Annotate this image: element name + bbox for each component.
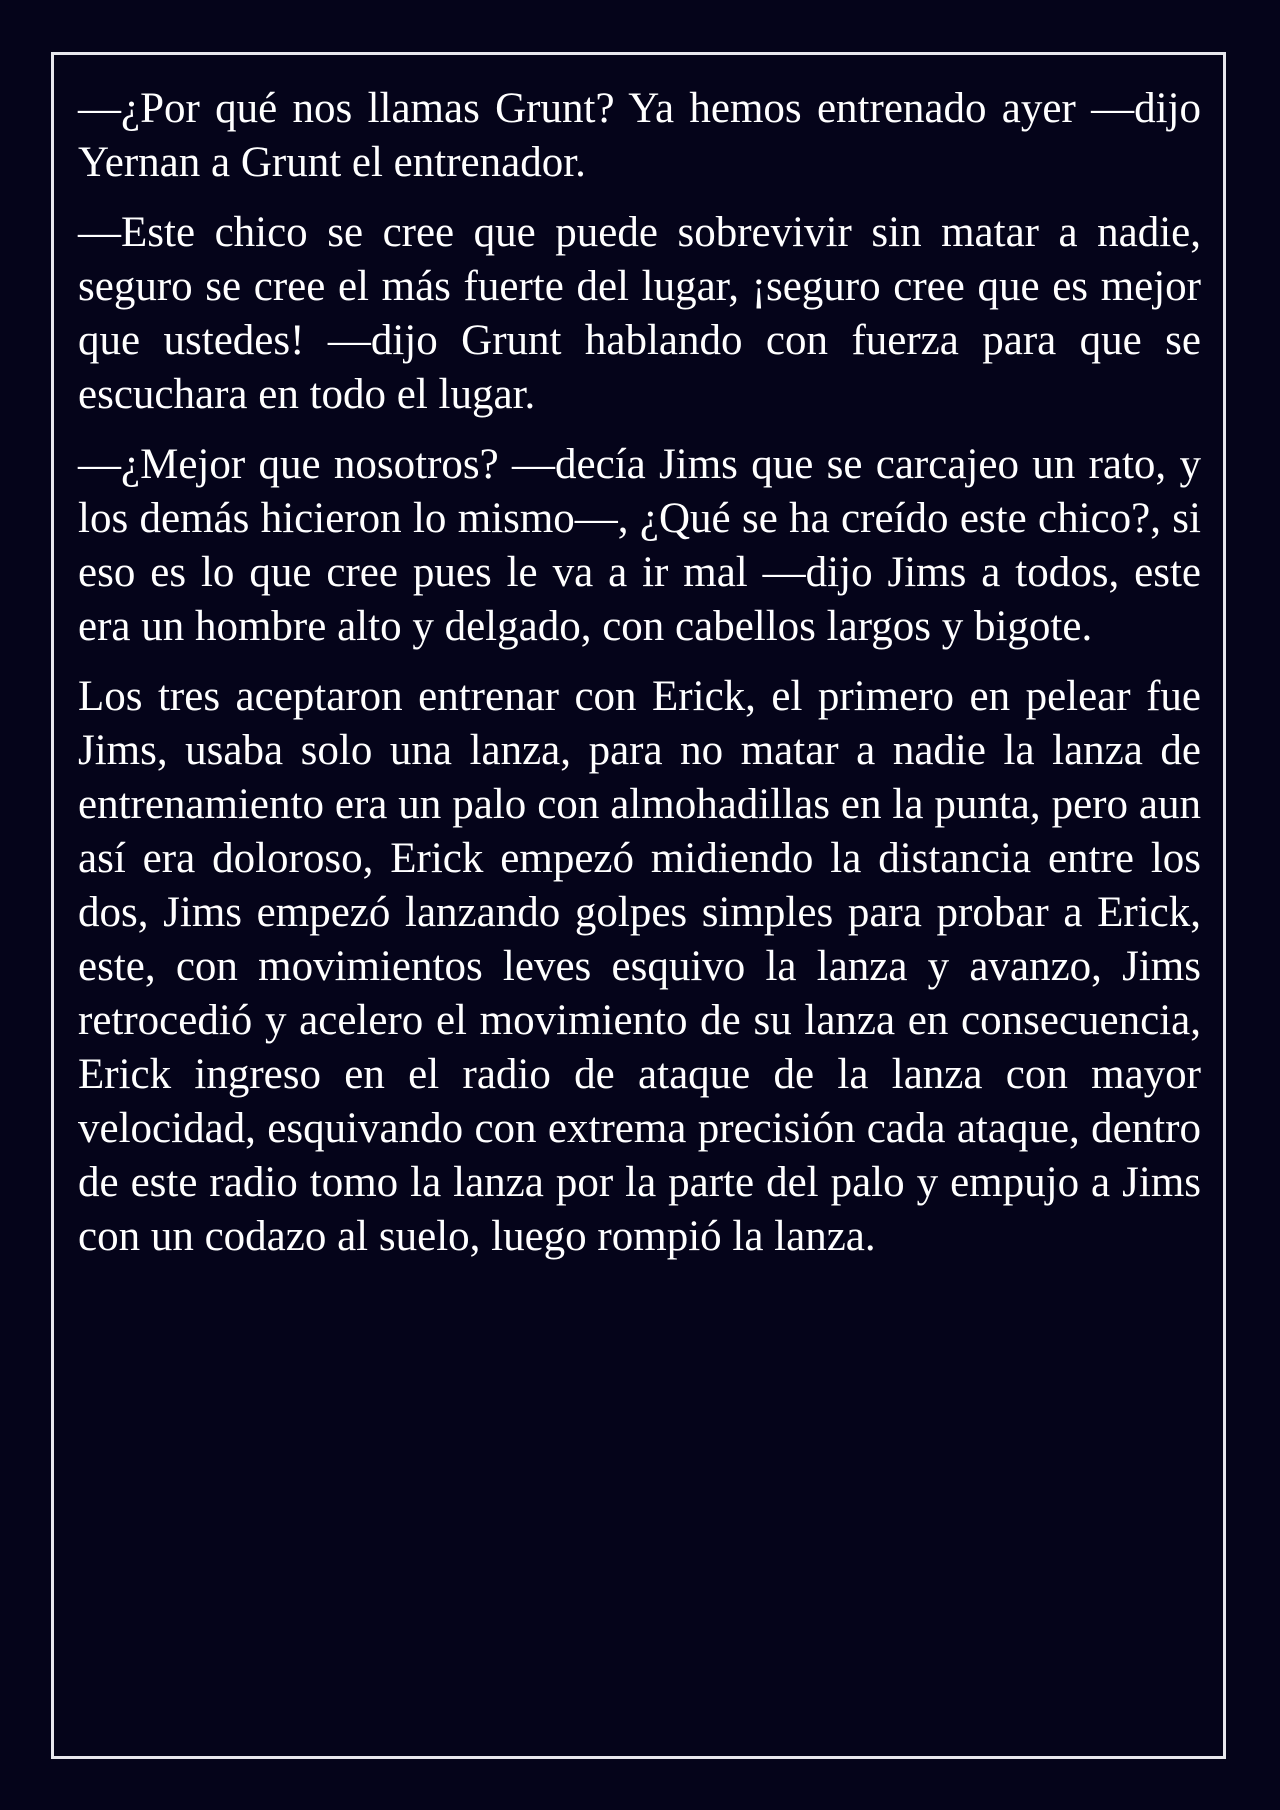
paragraph-3: —¿Mejor que nosotros? —decía Jims que se carcajeo un rato, y los demás hicieron lo mismo—, ¿Qué se ha creído este chico?, si eso es lo que cree pues le va a ir mal —dijo Jims a todos, este era un hombre alto y delgado, con cabellos largos y bigote.: [78, 441, 1201, 650]
paragraph-1: —¿Por qué nos llamas Grunt? Ya hemos entrenado ayer —dijo Yernan a Grunt el entrenador.: [78, 85, 1201, 186]
paragraph-4: Los tres aceptaron entrenar con Erick, el primero en pelear fue Jims, usaba solo una lanza, para no matar a nadie la lanza de entrenamiento era un palo con almohadillas en la punta, pero aun así era doloroso, Erick empezó midiendo la distancia entre los dos, Jims empezó lanzando golpes simples para probar a Erick, este, con movimientos leves esquivo la lanza y avanzo, Jims retrocedió y acelero el movimiento de su lanza en consecuencia, Erick ingreso en el radio de ataque de la lanza con mayor velocidad, esquivando con extrema precisión cada ataque, dentro de este radio tomo la lanza por la parte del palo y empujo a Jims con un codazo al suelo, luego rompió la lanza.: [78, 673, 1201, 1260]
story-text: [78, 82, 1201, 1280]
paragraph-2: —Este chico se cree que puede sobrevivir sin matar a nadie, seguro se cree el más fuerte del lugar, ¡seguro cree que es mejor que ustedes! —dijo Grunt hablando con fuerza para que se escuchara en todo el lugar.: [78, 209, 1201, 418]
